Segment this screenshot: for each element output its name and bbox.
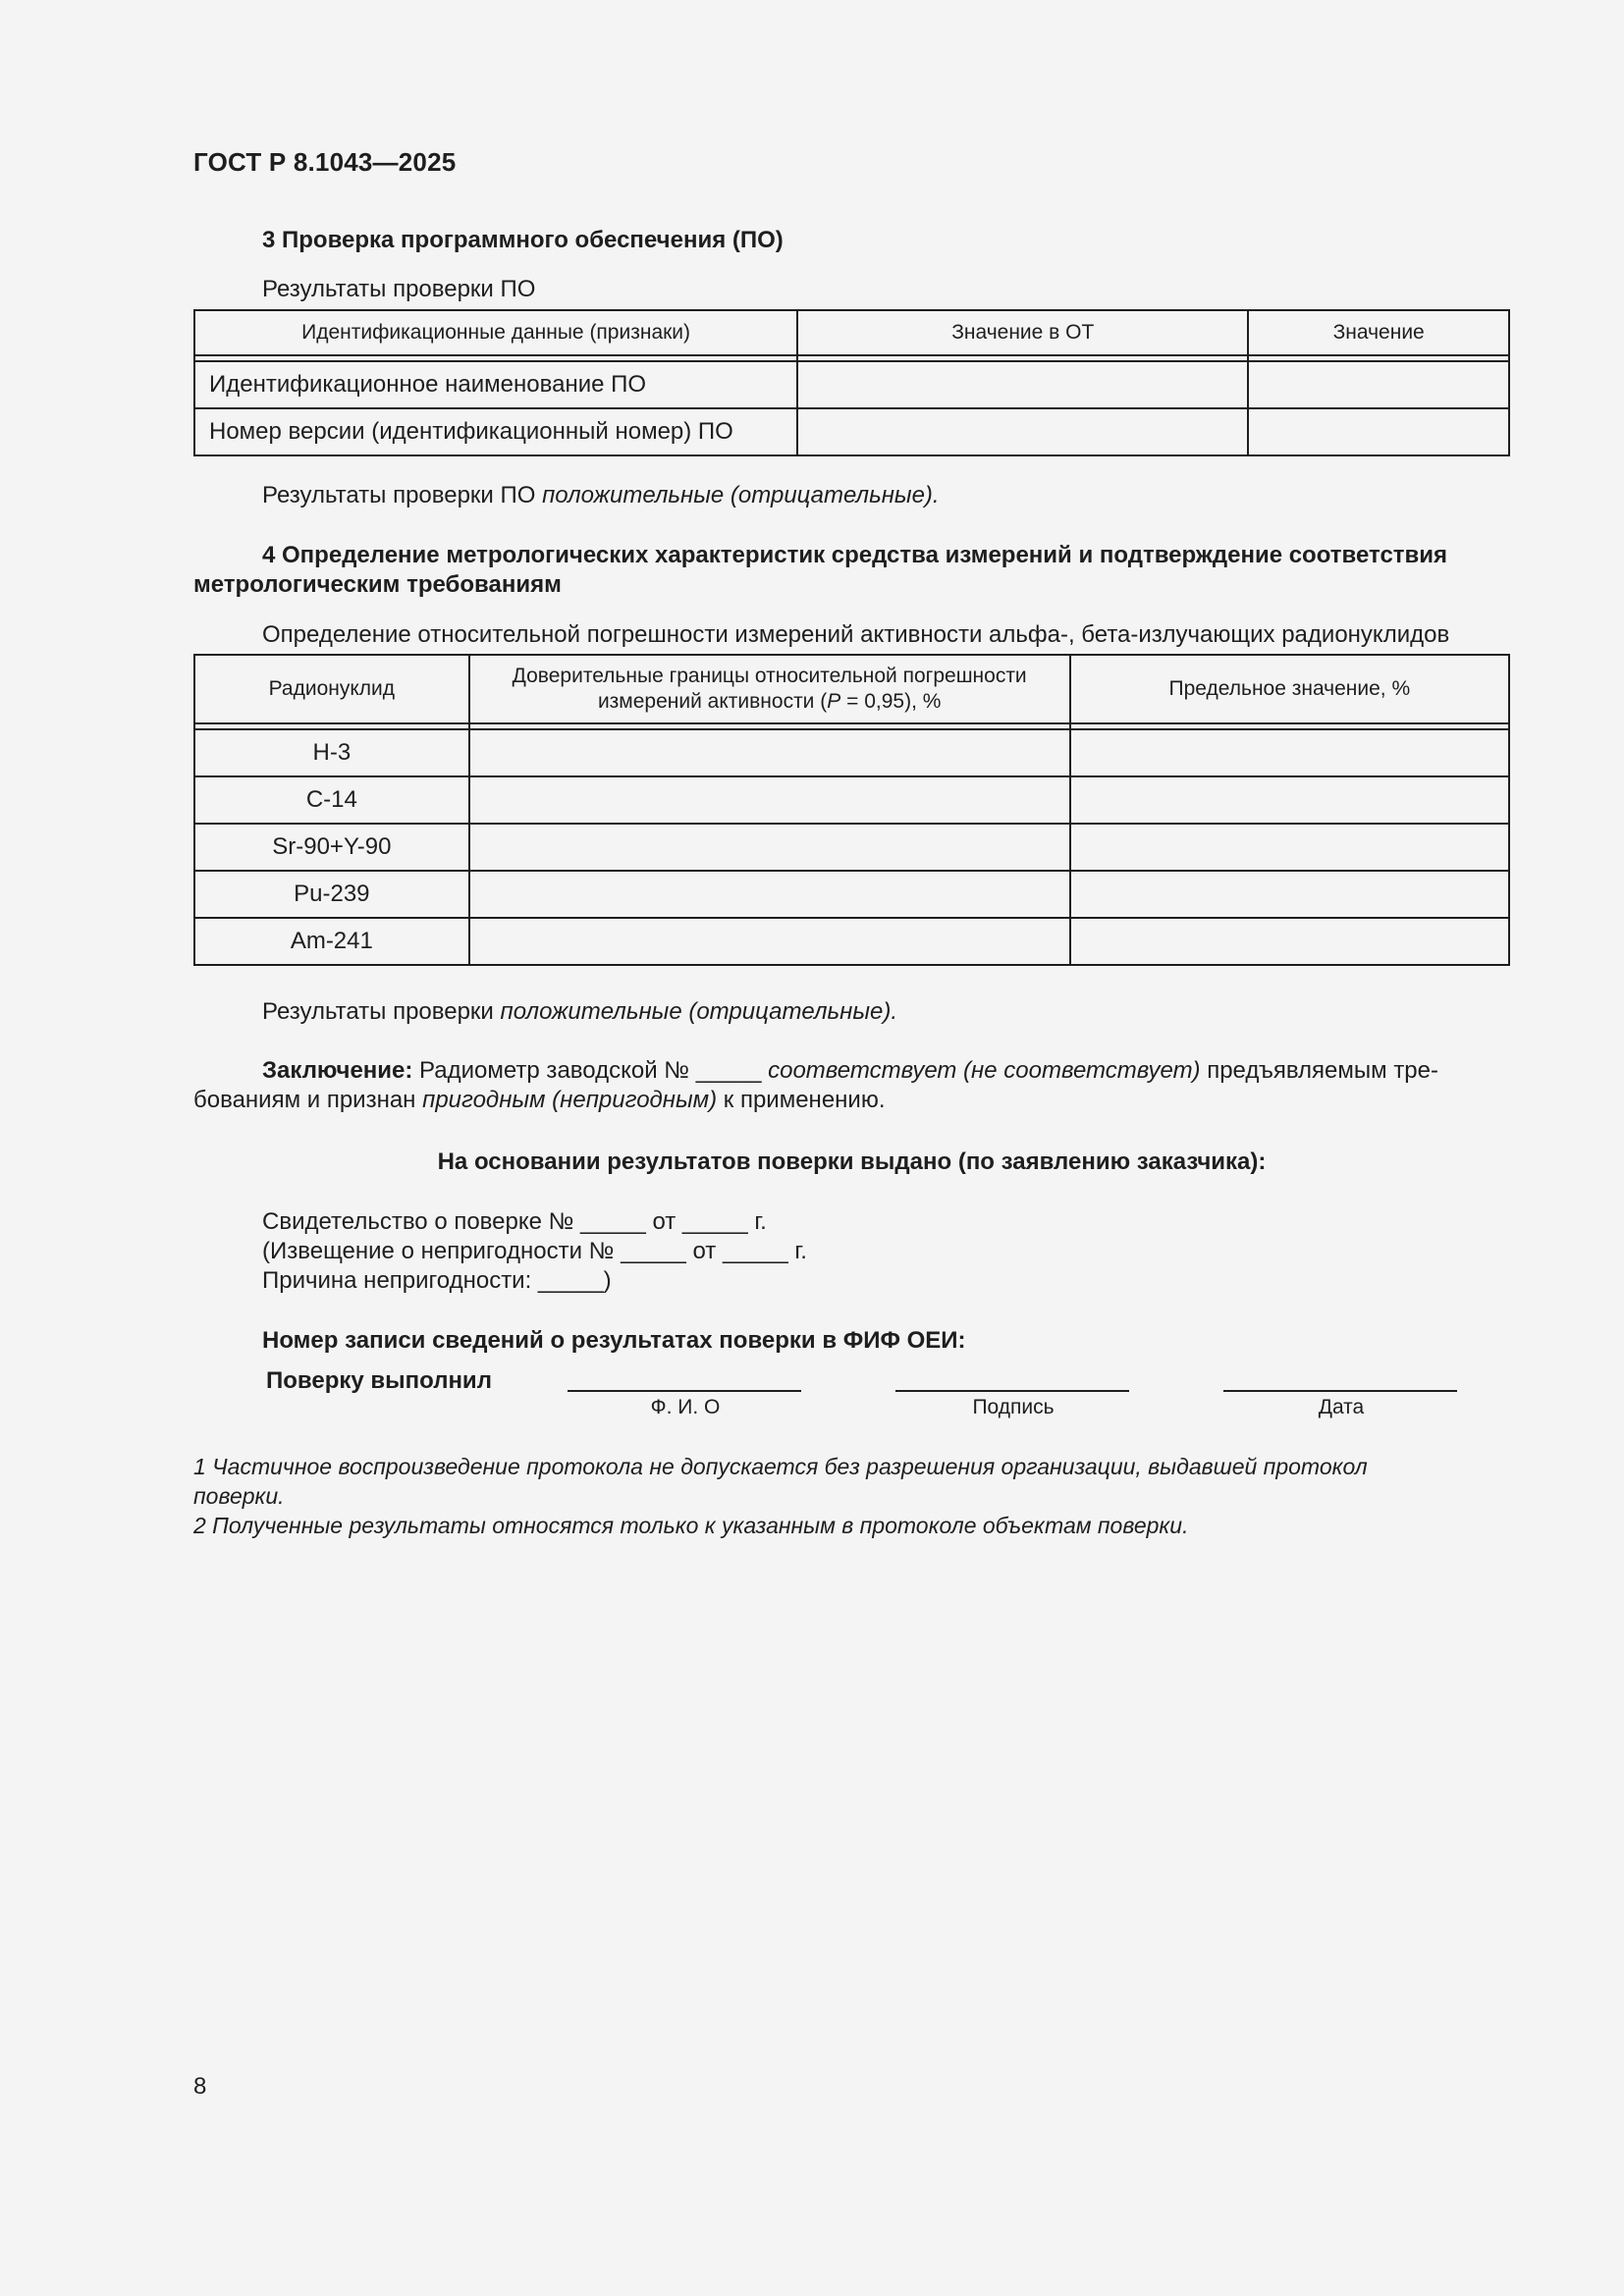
table-cell	[1248, 408, 1509, 455]
section-4-title-line1: 4 Определение метрологических характеристик средства измерений и подтверждение соответствия	[262, 542, 1448, 568]
reason-line: Причина непригодности: _____)	[262, 1267, 612, 1294]
table-row	[194, 408, 1509, 455]
notice-line: (Извещение о непригодности № _____ от _____ г.	[262, 1238, 807, 1264]
date-line	[1223, 1390, 1457, 1392]
radionuclide-cell: C-14	[194, 776, 469, 824]
table-header-cell: Идентификационные данные (признаки)	[194, 310, 797, 355]
table-cell	[797, 408, 1248, 455]
fio-line	[568, 1390, 801, 1392]
signature-label: Поверку выполнил	[266, 1367, 492, 1394]
record-number-title: Номер записи сведений о результатах поверки в ФИФ ОЕИ:	[262, 1327, 966, 1354]
table-row	[194, 918, 1509, 965]
section-3-subtitle: Результаты проверки ПО	[262, 276, 536, 302]
section-4-title-line2: метрологическим требованиям	[193, 571, 562, 598]
section-4-subtitle: Определение относительной погрешности измерений активности альфа-, бета-излучающих радионуклидов	[262, 621, 1450, 648]
page-number: 8	[193, 2073, 207, 2100]
table-header-cell: Радионуклид	[194, 655, 469, 723]
radionuclide-table	[193, 654, 1510, 966]
note-1-line2: поверки.	[193, 1483, 285, 1509]
table-header-cell: Значение в ОТ	[797, 310, 1248, 355]
radionuclide-cell: Sr-90+Y-90	[194, 824, 469, 871]
certificate-line: Свидетельство о поверке № _____ от _____ г.	[262, 1208, 767, 1235]
date-caption: Дата	[1318, 1396, 1365, 1418]
table-cell: Идентификационное наименование ПО	[194, 361, 797, 408]
conclusion-line1: Заключение: Радиометр заводской № _____ соответствует (не соответствует) предъявляемым тре-	[262, 1057, 1438, 1084]
document-code-header: ГОСТ Р 8.1043—2025	[193, 147, 457, 177]
table-row	[194, 729, 1509, 776]
software-check-table	[193, 309, 1510, 456]
conclusion-line2: бованиям и признан пригодным (непригодным) к применению.	[193, 1087, 886, 1113]
radionuclide-cell: Am-241	[194, 918, 469, 965]
table-cell	[1248, 361, 1509, 408]
note-2: 2 Полученные результаты относятся только к указанным в протоколе объектам поверки.	[193, 1513, 1189, 1538]
signature-line	[895, 1390, 1129, 1392]
table-row	[194, 361, 1509, 408]
table-cell: Номер версии (идентификационный номер) ПО	[194, 408, 797, 455]
section-4-result: Результаты проверки положительные (отрицательные).	[262, 998, 898, 1025]
table-header-cell: Предельное значение, %	[1070, 655, 1509, 723]
table-row	[194, 824, 1509, 871]
table-header-row	[194, 655, 1509, 723]
fio-caption: Ф. И. О	[650, 1396, 721, 1418]
table-header-row	[194, 310, 1509, 355]
signature-caption: Подпись	[972, 1396, 1055, 1418]
table-row	[194, 871, 1509, 918]
section-3-title: 3 Проверка программного обеспечения (ПО)	[262, 227, 784, 253]
table-row	[194, 776, 1509, 824]
table-header-cell: Значение	[1248, 310, 1509, 355]
radionuclide-cell: Pu-239	[194, 871, 469, 918]
radionuclide-cell: H-3	[194, 729, 469, 776]
issued-title: На основании результатов поверки выдано (по заявлению заказчика):	[437, 1148, 1267, 1175]
table-header-cell: Доверительные границы относительной погрешности измерений активности (P = 0,95), %	[469, 655, 1070, 723]
note-1-line1: 1 Частичное воспроизведение протокола не допускается без разрешения организации, выдавшей протокол	[193, 1454, 1368, 1479]
section-3-result: Результаты проверки ПО положительные (отрицательные).	[262, 482, 940, 508]
table-cell	[797, 361, 1248, 408]
